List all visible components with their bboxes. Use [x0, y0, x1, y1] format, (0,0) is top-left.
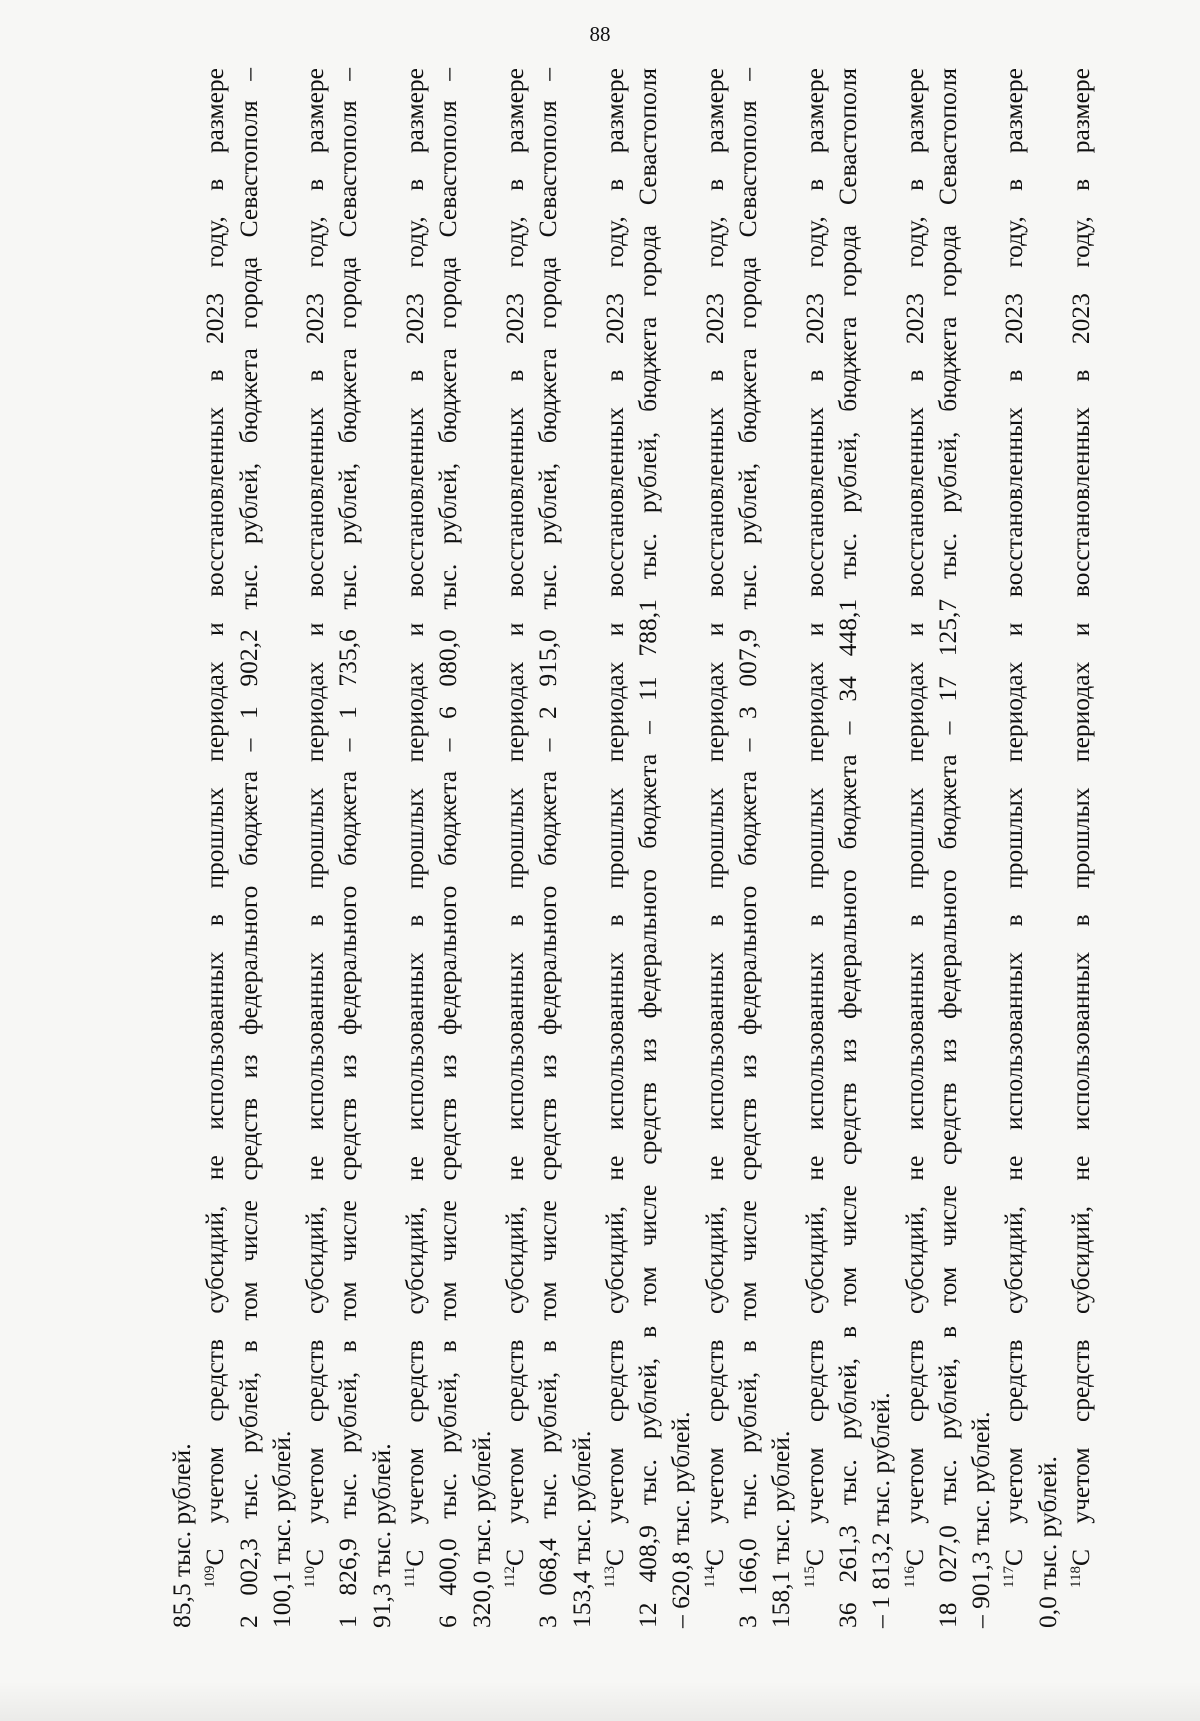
footnote-text: 0,0 тыс. рублей.: [1032, 1456, 1062, 1628]
footnote-line: [265, 68, 298, 1628]
footnote-text: – 1 813,2 тыс. рублей.: [866, 1392, 896, 1628]
footnote-text: – 620,8 тыс. рублей.: [666, 1411, 696, 1628]
footnote-start-line: [898, 68, 931, 1628]
footnote-line: [864, 68, 897, 1628]
footnote-start-line: [698, 68, 731, 1628]
footnote-text: С учетом средств субсидий, не использованных в прошлых периодах и восстановленных в 2023 году, в размере: [1066, 68, 1096, 1567]
footnote-line: [232, 68, 265, 1628]
footnote-text: С учетом средств субсидий, не использованных в прошлых периодах и восстановленных в 2023 году, в размере: [499, 68, 529, 1567]
footnote-marker: 117: [1001, 1566, 1018, 1588]
footnote-line: [764, 68, 797, 1628]
footnote-line: [1031, 68, 1064, 1628]
footnote-text: С учетом средств субсидий, не использованных в прошлых периодах и восстановленных в 2023 году, в размере: [899, 68, 929, 1567]
footnote-text: С учетом средств субсидий, не использованных в прошлых периодах и восстановленных в 2023 году, в размере: [200, 68, 230, 1566]
footnote-start-line: [398, 68, 431, 1628]
footnote-text: 85,5 тыс. рублей.: [167, 1443, 196, 1628]
footnote-text: 100,1 тыс. рублей.: [266, 1430, 296, 1628]
footnote-line: [465, 68, 498, 1628]
footnote-text: 18 027,0 тыс. рублей, в том числе средств из федерального бюджета – 17 125,7 тыс. рублей, бюджета города Севастополя: [932, 68, 962, 1628]
footnote-text: С учетом средств субсидий, не использованных в прошлых периодах и восстановленных в 2023 году, в размере: [300, 68, 330, 1567]
page-number: 88: [589, 22, 611, 46]
footnote-start-line: [498, 68, 531, 1628]
footnote-line: [831, 68, 864, 1628]
footnote-line: [931, 68, 964, 1628]
footnote-line: [631, 68, 664, 1628]
footnote-line: [731, 68, 764, 1628]
footnote-line: [565, 68, 598, 1628]
footnote-line: [531, 68, 564, 1628]
footnote-line: [165, 68, 198, 1628]
footnote-text: 2 002,3 тыс. рублей, в том числе средств из федерального бюджета – 1 902,2 тыс. рублей, бюджета города Севастополя –: [233, 68, 263, 1628]
footnote-line: [664, 68, 697, 1628]
footnote-text: С учетом средств субсидий, не использованных в прошлых периодах и восстановленных в 2023 году, в размере: [699, 68, 729, 1567]
footnote-text: 91,3 тыс. рублей.: [366, 1443, 396, 1628]
footnote-text: 12 408,9 тыс. рублей, в том числе средств из федерального бюджета – 11 788,1 тыс. рублей, бюджета города Севастополя: [633, 68, 663, 1628]
footnote-text: 6 400,0 тыс. рублей, в том числе средств из федерального бюджета – 6 080,0 тыс. рублей, бюджета города Севастополя –: [433, 68, 463, 1628]
footnote-text: 158,1 тыс. рублей.: [766, 1430, 796, 1628]
footnote-text: С учетом средств субсидий, не использованных в прошлых периодах и восстановленных в 2023 году, в размере: [400, 68, 430, 1567]
footnote-start-line: [298, 68, 331, 1628]
footnote-text: 3 068,4 тыс. рублей, в том числе средств из федерального бюджета – 2 915,0 тыс. рублей, бюджета города Севастополя –: [533, 68, 563, 1628]
footnote-start-line: [1064, 68, 1097, 1628]
footnote-text: 3 166,0 тыс. рублей, в том числе средств из федерального бюджета – 3 007,9 тыс. рублей, бюджета города Севастополя –: [733, 68, 763, 1628]
footnote-text: 153,4 тыс. рублей.: [566, 1430, 596, 1628]
footnote-text: 36 261,3 тыс. рублей, в том числе средств из федерального бюджета – 34 448,1 тыс. рублей, бюджета города Севастополя: [832, 68, 862, 1628]
rotated-page-body: [165, 68, 1165, 1628]
footnote-marker: 112: [501, 1566, 518, 1588]
footnote-marker: 113: [601, 1566, 618, 1588]
footnote-text: С учетом средств субсидий, не использованных в прошлых периодах и восстановленных в 2023 году, в размере: [799, 68, 829, 1567]
footnote-line: [431, 68, 464, 1628]
footnote-text: 320,0 тыс. рублей.: [466, 1430, 496, 1628]
footnote-text: С учетом средств субсидий, не использованных в прошлых периодах и восстановленных в 2023 году, в размере: [599, 68, 629, 1567]
footnote-marker: 109: [202, 1565, 219, 1588]
footnote-start-line: [798, 68, 831, 1628]
scan-edge-shading: [0, 1681, 1200, 1721]
footnote-start-line: [997, 68, 1030, 1628]
footnote-marker: 111: [402, 1566, 419, 1588]
footnote-marker: 118: [1068, 1566, 1085, 1588]
footnote-text: С учетом средств субсидий, не использованных в прошлых периодах и восстановленных в 2023 году, в размере: [999, 68, 1029, 1567]
footnote-line: [331, 68, 364, 1628]
footnote-text: 1 826,9 тыс. рублей, в том числе средств из федерального бюджета – 1 735,6 тыс. рублей, бюджета города Севастополя –: [333, 68, 363, 1628]
footnotes-block: [165, 68, 1097, 1628]
footnote-line: [964, 68, 997, 1628]
footnote-text: – 901,3 тыс. рублей.: [966, 1411, 996, 1628]
footnote-marker: 115: [801, 1566, 818, 1588]
footnote-marker: 114: [701, 1566, 718, 1588]
footnote-marker: 116: [901, 1566, 918, 1588]
footnote-start-line: [598, 68, 631, 1628]
footnote-start-line: [198, 68, 231, 1628]
footnote-line: [365, 68, 398, 1628]
footnote-marker: 110: [302, 1566, 319, 1588]
